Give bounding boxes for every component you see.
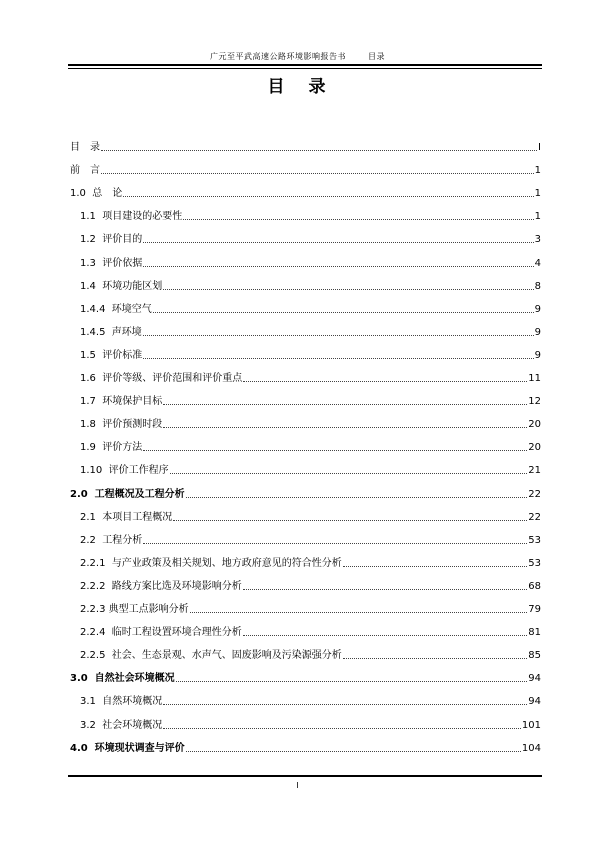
toc-entry-label: 3.0 自然社会环境概况: [70, 673, 175, 685]
toc-entry-page: 22: [528, 511, 541, 523]
header-doc-title: 广元至平武高速公路环境影响报告书: [210, 52, 346, 61]
toc-entry[interactable]: [0, 369, 541, 385]
toc-entry-page: 9: [534, 349, 541, 361]
toc-entry-label: 2.2.3 典型工点影响分析: [80, 604, 189, 615]
toc-entry[interactable]: [0, 485, 541, 501]
toc-dot-leader: [343, 657, 527, 659]
toc-entry-label: 2.2.2 路线方案比选及环境影响分析: [80, 580, 242, 592]
page-title-left: 目: [267, 77, 287, 97]
toc-dot-leader: [143, 449, 527, 451]
toc-entry-label: 1.4 环境功能区划: [80, 280, 163, 292]
toc-entry-label: 1.1 项目建设的必要性: [80, 211, 183, 223]
toc-dot-leader: [343, 565, 527, 567]
toc-dot-leader: [143, 542, 527, 544]
toc-entry[interactable]: [0, 254, 541, 270]
toc-entry-page: 79: [528, 604, 541, 615]
toc-entry[interactable]: [0, 461, 541, 477]
toc-dot-leader: [243, 380, 527, 382]
toc-entry-page: 20: [528, 442, 541, 454]
page-title-right: 录: [308, 77, 328, 97]
toc-dot-leader: [143, 357, 533, 359]
toc-dot-leader: [183, 218, 533, 220]
toc-entry[interactable]: [0, 161, 541, 177]
toc-entry-label: 4.0 环境现状调查与评价: [70, 742, 185, 754]
toc-entry-label: 1.7 环境保护目标: [80, 396, 163, 408]
toc-entry-label: 1.4.5 声环境: [80, 326, 142, 338]
toc-entry[interactable]: [0, 392, 541, 408]
toc-dot-leader: [163, 426, 527, 428]
toc-entry[interactable]: [0, 739, 541, 755]
toc-entry[interactable]: [0, 692, 541, 708]
toc-entry-page: 53: [528, 534, 541, 546]
toc-entry[interactable]: [0, 646, 541, 662]
toc-entry[interactable]: [0, 600, 541, 616]
toc-entry-label: 1.9 评价方法: [80, 442, 143, 454]
toc-entry[interactable]: [0, 554, 541, 570]
toc-dot-leader: [163, 727, 521, 729]
toc-entry-label: 1.2 评价目的: [80, 234, 143, 246]
toc-entry-page: 12: [528, 396, 541, 408]
toc-entry[interactable]: [0, 623, 541, 639]
toc-entry-page: 85: [528, 650, 541, 662]
toc-entry[interactable]: [0, 508, 541, 524]
toc-entry-page: 9: [534, 303, 541, 315]
toc-entry-label: 1.6 评价等级、评价范围和评价重点: [80, 373, 243, 384]
toc-entry-page: 11: [528, 373, 541, 384]
toc-entry[interactable]: [0, 184, 541, 200]
toc-entry-page: 81: [528, 627, 541, 639]
header-rule-thick: [68, 64, 542, 66]
toc-entry-label: 1.3 评价依据: [80, 257, 143, 269]
toc-entry[interactable]: [0, 323, 541, 339]
toc-dot-leader: [143, 241, 533, 243]
toc-entry[interactable]: [0, 415, 541, 431]
toc-entry-label: 2.1 本项目工程概况: [80, 511, 173, 523]
toc-entry-page: 9: [534, 326, 541, 338]
toc-dot-leader: [101, 149, 537, 151]
toc-entry-label: 1.8 评价预测时段: [80, 419, 163, 431]
toc-entry[interactable]: [0, 138, 541, 154]
toc-entry-label: 2.2.5 社会、生态景观、水声气、固废影响及污染源强分析: [80, 650, 342, 662]
toc-dot-leader: [163, 288, 533, 290]
header-section: 目录: [368, 52, 385, 61]
toc-entry[interactable]: [0, 346, 541, 362]
toc-entry-page: 3: [534, 234, 541, 246]
header-rule-thin: [68, 68, 542, 69]
toc-entry[interactable]: [0, 277, 541, 293]
toc-entry[interactable]: [0, 531, 541, 547]
toc-entry-page: 4: [534, 257, 541, 269]
toc-entry-label: 1.5 评价标准: [80, 349, 143, 361]
toc-entry-page: I: [538, 142, 541, 153]
toc-entry[interactable]: [0, 300, 541, 316]
toc-dot-leader: [123, 195, 533, 197]
toc-entry-label: 2.2 工程分析: [80, 534, 143, 546]
toc-entry-label: 1.4.4 环境空气: [80, 303, 152, 315]
toc-entry[interactable]: [0, 207, 541, 223]
toc-dot-leader: [176, 680, 528, 682]
toc-entry-page: 8: [534, 280, 541, 292]
toc-dot-leader: [170, 472, 528, 474]
toc-entry-page: 94: [528, 673, 541, 685]
toc-dot-leader: [186, 750, 521, 752]
toc-entry-page: 1: [534, 188, 541, 200]
toc-entry-label: 1.0 总 论: [70, 188, 123, 200]
toc-entry-page: 1: [534, 165, 541, 177]
toc-entry-label: 3.2 社会环境概况: [80, 719, 163, 731]
running-header: [0, 51, 595, 62]
toc-entry-label: 1.10 评价工作程序: [80, 465, 169, 477]
toc-entry-label: 前 言: [70, 165, 100, 177]
toc-entry[interactable]: [0, 438, 541, 454]
toc-dot-leader: [163, 403, 527, 405]
toc-entry-page: 1: [534, 211, 541, 223]
toc-entry-page: 94: [528, 696, 541, 708]
toc-entry[interactable]: [0, 577, 541, 593]
toc-entry-label: 2.2.1 与产业政策及相关规划、地方政府意见的符合性分析: [80, 557, 342, 569]
footer-page-number: I: [296, 781, 299, 790]
toc-entry-page: 101: [521, 719, 541, 731]
toc-dot-leader: [101, 172, 534, 174]
toc-entry-page: 22: [528, 488, 541, 500]
footer-rule: [68, 775, 542, 777]
toc-entry[interactable]: [0, 669, 541, 685]
toc-entry-page: 68: [528, 580, 541, 592]
toc-entry-label: 3.1 自然环境概况: [80, 696, 163, 708]
toc-entry-label: 目 录: [70, 142, 100, 153]
toc-entry-label: 2.2.4 临时工程设置环境合理性分析: [80, 627, 242, 639]
toc-dot-leader: [143, 334, 534, 336]
page-title: [0, 72, 595, 97]
toc-dot-leader: [143, 265, 533, 267]
toc-entry[interactable]: [0, 716, 541, 732]
toc-entry[interactable]: [0, 230, 541, 246]
toc-entry-page: 20: [528, 419, 541, 431]
toc-dot-leader: [163, 703, 527, 705]
toc-dot-leader: [190, 611, 528, 613]
toc-entry-page: 21: [528, 465, 541, 477]
toc-entry-page: 104: [521, 742, 541, 754]
toc-dot-leader: [186, 496, 528, 498]
toc-dot-leader: [173, 519, 527, 521]
toc-entry-page: 53: [528, 557, 541, 569]
toc-dot-leader: [243, 634, 527, 636]
toc-dot-leader: [243, 588, 527, 590]
toc-dot-leader: [153, 311, 534, 313]
toc-entry-label: 2.0 工程概况及工程分析: [70, 488, 185, 500]
